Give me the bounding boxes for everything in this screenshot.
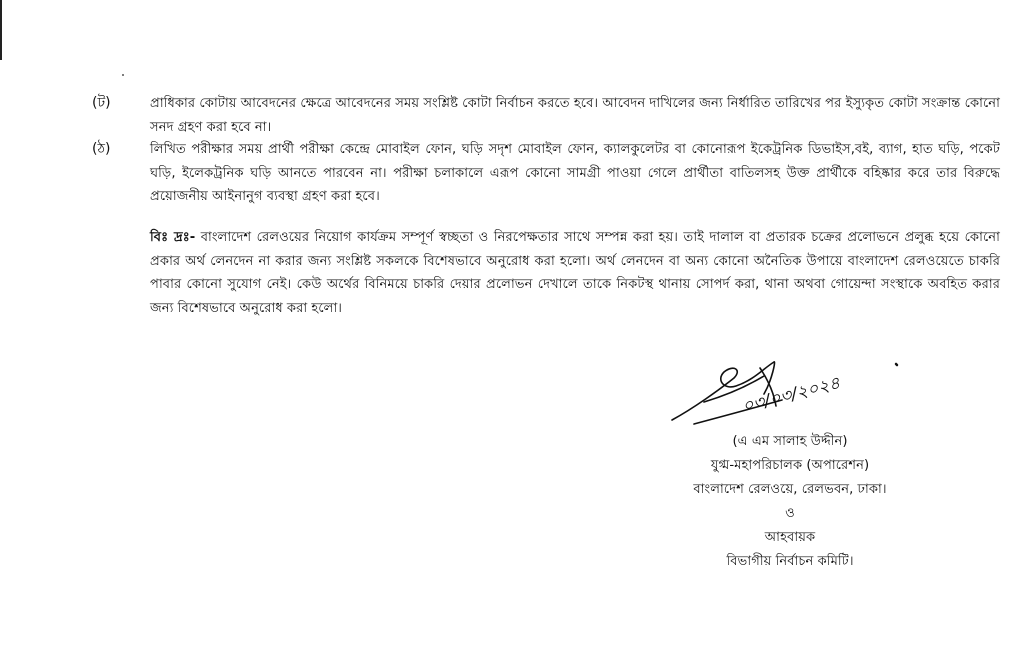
signatory-organization: বাংলাদেশ রেলওয়ে, রেলভবন, ঢাকা। xyxy=(693,482,887,497)
signatory-block xyxy=(630,430,950,574)
handwritten-signature xyxy=(664,350,914,430)
signatory-designation: যুগ্ম-মহাপরিচালক (অপারেশন) xyxy=(710,458,870,473)
signature-date: ০৩/০৩/২০২৪ xyxy=(740,373,843,417)
signatory-committee: বিভাগীয় নির্বাচন কমিটি। xyxy=(726,554,854,569)
page-edge-rule xyxy=(0,0,2,60)
clause-text: প্রাধিকার কোটায় আবেদনের ক্ষেত্রে আবেদনের সময় সংশ্লিষ্ট কোটা নির্বাচন করতে হবে। আবেদন দাখিলের জন্য নির্ধারিত তারিখের পর ইস্যুকৃত কোটা সংক্রান্ত কোনো সনদ গ্রহণ করা হবে না। xyxy=(150,96,1000,135)
signatory-conjunction: ও xyxy=(785,506,795,521)
signatory-name: (এ এম সালাহ উদ্দীন) xyxy=(732,434,848,449)
clause-text: লিখিত পরীক্ষার সময় প্রার্থী পরীক্ষা কেন্দ্রে মোবাইল ফোন, ঘড়ি সদৃশ মোবাইল ফোন, ক্যালকুলেটর বা কোনোরূপ ইকেট্রনিক ডিভাইস,বই, ব্যাগ, হাত ঘড়ি, পকেট ঘড়ি, ইলেকট্রনিক ঘড়ি আনতে পারবেন না। পরীক্ষা চলাকালে এরূপ কোনো সামগ্রী পাওয়া গেলে প্রার্থীতা বাতিলসহ উক্ত প্রার্থীকে বহিষ্কার করে তার বিরুদ্ধে প্রয়োজনীয় আইনানুগ ব্যবস্থা গ্রহণ করা হবে। xyxy=(150,142,1000,204)
note-label: বিঃ দ্রঃ- xyxy=(150,230,196,245)
special-note xyxy=(150,226,1000,320)
speck xyxy=(122,74,124,76)
clause-number: (ট) xyxy=(92,95,111,111)
note-text: বাংলাদেশ রেলওয়ের নিয়োগ কার্যক্রম সম্পূর্ণ স্বচ্ছতা ও নিরপেক্ষতার সাথে সম্পন্ন করা হয়। তাই দালাল বা প্রতারক চক্রের প্রলোভনে প্রলুব্ধ হয়ে কোনো প্রকার অর্থ লেনদেন না করার জন্য সংশ্লিষ্ট সকলকে বিশেষভাবে অনুরোধ করা হলো। অর্থ লেনদেন বা অন্য কোনো অনৈতিক উপায়ে বাংলাদেশ রেলওয়েতে চাকরি পাবার কোনো সুযোগ নেই। কেউ অর্থের বিনিময়ে চাকরি দেয়ার প্রলোভন দেখালে তাকে নিকটস্থ থানায় সোপর্দ করা, থানা অথবা গোয়েন্দা সংস্থাকে অবহিত করার জন্য বিশেষভাবে অনুরোধ করা হলো। xyxy=(150,230,1000,316)
signatory-role: আহবায়ক xyxy=(764,530,816,545)
clause-number: (ঠ) xyxy=(92,141,111,157)
